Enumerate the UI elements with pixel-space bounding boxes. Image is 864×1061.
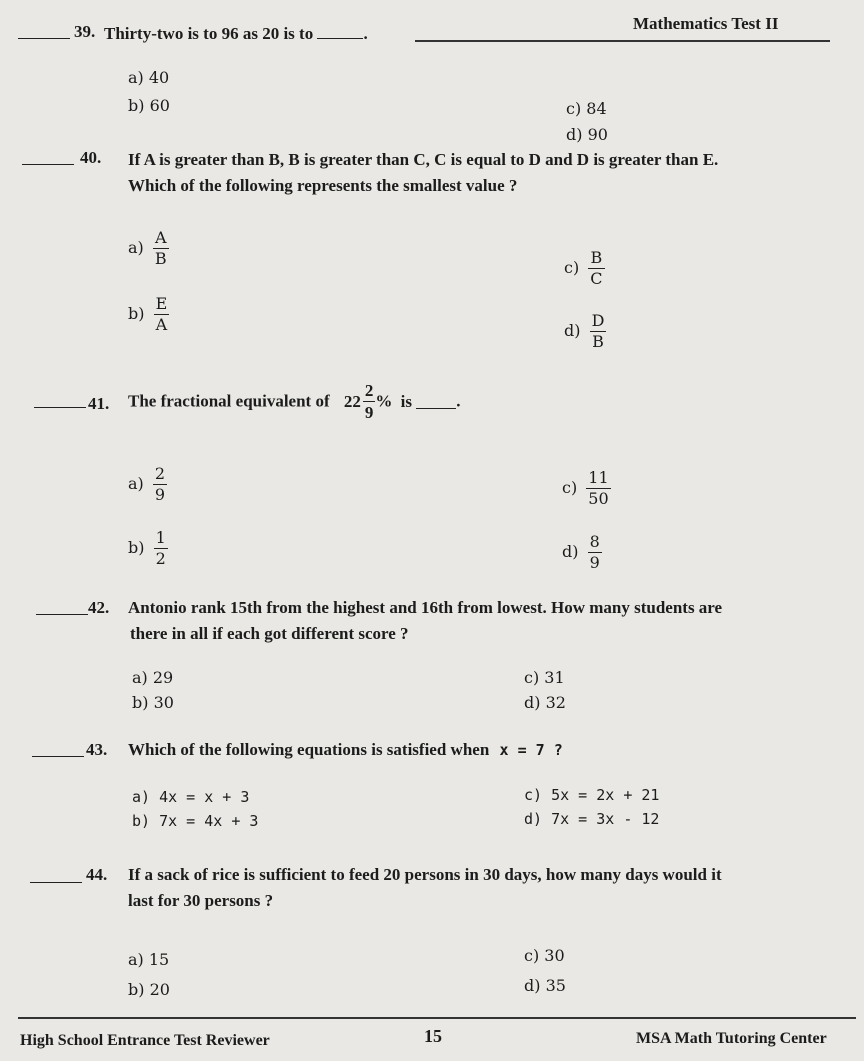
- footer-right: MSA Math Tutoring Center: [636, 1030, 827, 1047]
- denominator: 9: [589, 553, 600, 572]
- option-b[interactable]: b) 60: [128, 96, 170, 115]
- fraction: [153, 230, 169, 267]
- denominator: A: [155, 315, 168, 334]
- numerator: 8: [589, 532, 600, 551]
- numerator: 1: [155, 528, 166, 547]
- option-label: b): [128, 304, 145, 323]
- footer-left: High School Entrance Test Reviewer: [20, 1032, 270, 1049]
- option-label: c): [562, 478, 578, 497]
- question-end: .: [363, 24, 368, 43]
- option-c[interactable]: c) 31: [524, 668, 565, 687]
- question-number: 44.: [86, 865, 108, 884]
- option-a[interactable]: [128, 230, 169, 267]
- question-text-line2: Which of the following represents the smallest value ?: [128, 176, 518, 195]
- question-text: [128, 740, 563, 760]
- option-b[interactable]: b) 30: [132, 693, 174, 712]
- numerator: 11: [588, 468, 609, 487]
- fraction: [588, 250, 604, 287]
- question-text-line1: If a sack of rice is sufficient to feed 20 persons in 30 days, how many days would it: [128, 865, 722, 884]
- denominator: B: [154, 249, 167, 268]
- question-text-line1: If A is greater than B, B is greater than C, C is equal to D and D is greater than E.: [128, 150, 719, 169]
- answer-blank-40[interactable]: [22, 150, 74, 165]
- fraction: [154, 530, 168, 567]
- option-label: d): [562, 542, 579, 561]
- numerator: A: [154, 228, 167, 247]
- answer-blank-39[interactable]: [18, 24, 70, 39]
- option-b[interactable]: b) 20: [128, 980, 170, 999]
- option-d[interactable]: d) 32: [524, 693, 566, 712]
- option-c[interactable]: c) 5x = 2x + 21: [524, 786, 660, 804]
- question-text-part: The fractional equivalent of: [128, 391, 330, 411]
- fraction: [154, 296, 170, 333]
- option-b[interactable]: [128, 296, 169, 333]
- answer-blank-43[interactable]: [32, 742, 84, 757]
- answer-blank-44[interactable]: [30, 868, 82, 883]
- question-number: 39.: [74, 22, 96, 41]
- answer-fill-blank[interactable]: [317, 24, 363, 39]
- option-c[interactable]: [562, 470, 611, 507]
- question-text-part: Which of the following equations is satisfied when: [128, 740, 490, 759]
- answer-blank-42[interactable]: [36, 600, 88, 615]
- is-word: is: [400, 391, 412, 411]
- option-a[interactable]: a) 40: [128, 68, 170, 87]
- numerator: 2: [154, 464, 166, 483]
- numerator: B: [590, 248, 603, 267]
- option-a[interactable]: a) 15: [128, 950, 170, 969]
- option-d[interactable]: d) 90: [566, 125, 608, 144]
- mixed-fraction: [363, 382, 376, 421]
- option-c[interactable]: c) 30: [524, 946, 565, 965]
- percent-sign: %: [375, 391, 393, 411]
- question-text: [128, 382, 460, 421]
- fraction: [590, 313, 607, 350]
- question-number: 43.: [86, 740, 108, 759]
- header-rule: [415, 40, 830, 42]
- option-label: b): [128, 538, 145, 557]
- answer-blank-41[interactable]: [34, 393, 86, 408]
- denominator: C: [590, 269, 603, 288]
- question-number: 41.: [88, 394, 110, 413]
- option-b[interactable]: [128, 530, 168, 567]
- option-label: a): [128, 474, 144, 493]
- fraction: [586, 470, 610, 507]
- numerator: E: [155, 294, 168, 313]
- denominator: 9: [154, 485, 166, 504]
- question-number: 42.: [88, 598, 110, 617]
- numerator: D: [591, 311, 605, 330]
- option-d[interactable]: d) 35: [524, 976, 566, 995]
- question-text-line2: last for 30 persons ?: [128, 891, 274, 910]
- question-text-line1: Antonio rank 15th from the highest and 16th from lowest. How many students are: [128, 598, 723, 617]
- option-d[interactable]: [562, 534, 602, 571]
- answer-fill-blank[interactable]: [416, 394, 456, 409]
- fraction: [153, 466, 167, 503]
- option-label: d): [564, 321, 581, 340]
- page-number: 15: [424, 1026, 442, 1046]
- option-label: a): [128, 238, 144, 257]
- option-label: c): [564, 258, 580, 277]
- question-end: .: [456, 391, 461, 411]
- fraction: [588, 534, 602, 571]
- question-number: 40.: [80, 148, 102, 167]
- option-c[interactable]: [564, 250, 605, 287]
- denominator: B: [592, 332, 604, 351]
- option-b[interactable]: b) 7x = 4x + 3: [132, 812, 259, 830]
- question-text-part: Thirty-two is to 96 as 20 is to: [104, 24, 314, 43]
- option-a[interactable]: a) 4x = x + 3: [132, 788, 250, 806]
- denominator: 50: [588, 489, 609, 508]
- question-condition: x = 7 ?: [499, 741, 563, 759]
- mixed-whole: 22: [343, 391, 361, 411]
- denominator: 2: [155, 549, 166, 568]
- option-d[interactable]: d) 7x = 3x - 12: [524, 810, 660, 828]
- option-d[interactable]: [564, 313, 606, 350]
- option-a[interactable]: a) 29: [132, 668, 174, 687]
- option-a[interactable]: [128, 466, 167, 503]
- footer-rule: [18, 1017, 856, 1019]
- numerator: 2: [364, 381, 374, 400]
- option-c[interactable]: c) 84: [566, 99, 607, 118]
- question-text-line2: there in all if each got different score ?: [130, 624, 409, 643]
- question-text: [104, 24, 368, 44]
- page-header-title: Mathematics Test II: [633, 14, 779, 33]
- denominator: 9: [364, 403, 374, 422]
